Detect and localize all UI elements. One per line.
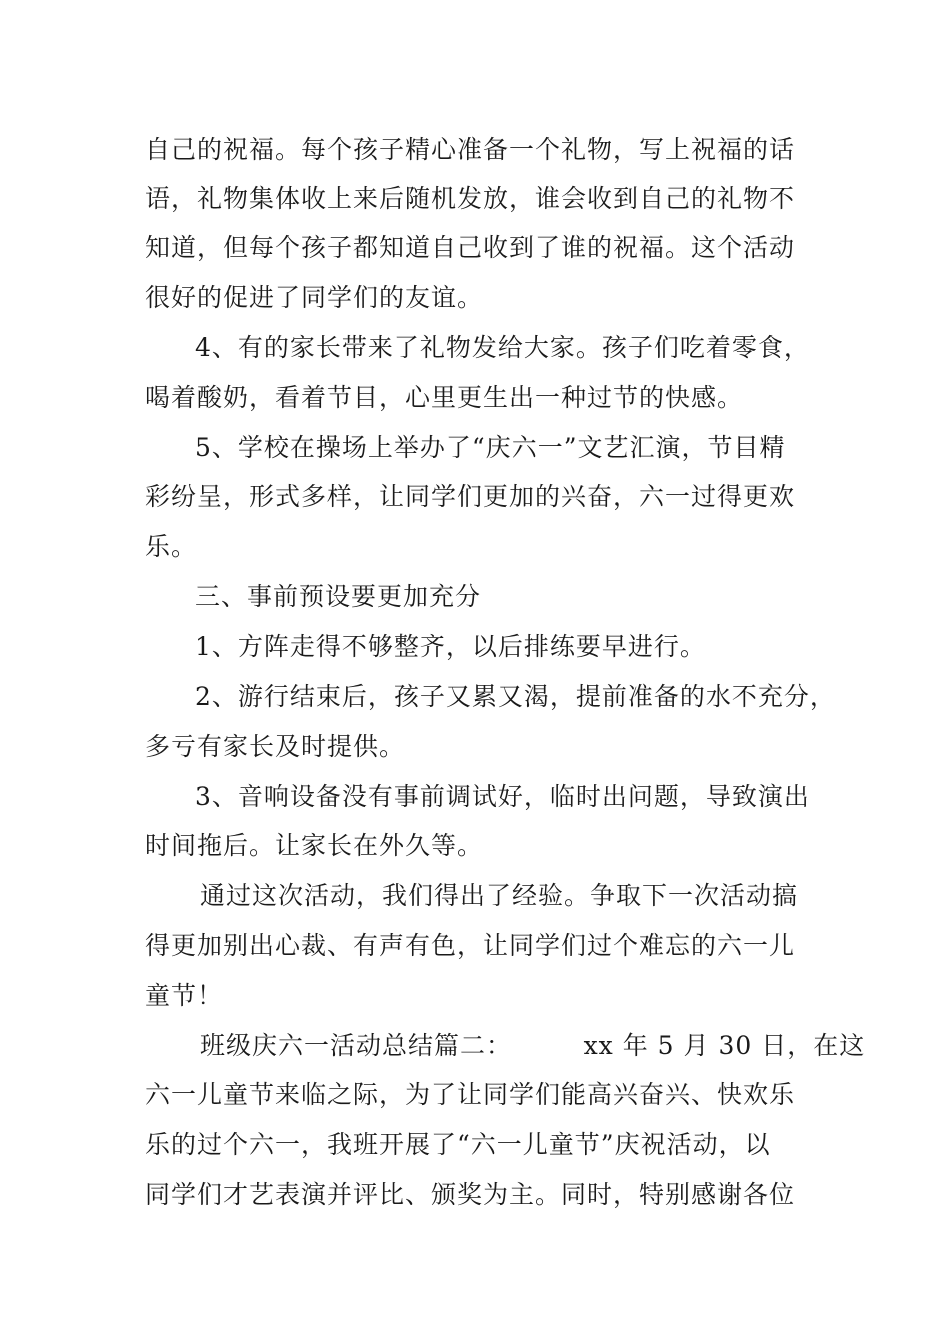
paragraph-line: 语，礼物集体收上来后随机发放，谁会收到自己的礼物不: [145, 184, 796, 213]
paragraph-line: 知道，但每个孩子都知道自己收到了谁的祝福。这个活动: [145, 233, 796, 262]
paragraph-line: 自己的祝福。每个孩子精心准备一个礼物，写上祝福的话: [145, 135, 796, 164]
paragraph-line: 乐。: [145, 532, 198, 561]
paragraph-line: 喝着酸奶，看着节目，心里更生出一种过节的快感。: [145, 383, 744, 412]
article-two-heading: 班级庆六一活动总结篇二： xx 年 5 月 30 日，在这: [200, 1031, 866, 1060]
summary-paragraph: 通过这次活动，我们得出了经验。争取下一次活动搞: [200, 881, 799, 910]
list-item-1: 1、方阵走得不够整齐，以后排练要早进行。: [195, 632, 706, 661]
list-item-3: 3、音响设备没有事前调试好，临时出问题，导致演出: [195, 782, 810, 811]
list-item-5: 5、学校在操场上举办了“庆六一”文艺汇演，节目精: [195, 433, 786, 462]
paragraph-line: 童节！: [145, 981, 224, 1010]
paragraph-line: 得更加别出心裁、有声有色，让同学们过个难忘的六一儿: [145, 931, 796, 960]
list-item-2: 2、游行结束后，孩子又累又渴，提前准备的水不充分，: [195, 682, 836, 711]
paragraph-line: 六一儿童节来临之际，为了让同学们能高兴奋兴、快欢乐: [145, 1080, 796, 1109]
paragraph-line: 很好的促进了同学们的友谊。: [145, 283, 484, 312]
paragraph-line: 同学们才艺表演并评比、颁奖为主。同时，特别感谢各位: [145, 1180, 796, 1209]
paragraph-line: 多亏有家长及时提供。: [145, 732, 406, 761]
section-heading: 三、事前预设要更加充分: [195, 582, 482, 611]
paragraph-line: 时间拖后。让家长在外久等。: [145, 831, 484, 860]
paragraph-line: 彩纷呈，形式多样，让同学们更加的兴奋，六一过得更欢: [145, 482, 796, 511]
list-item-4: 4、有的家长带来了礼物发给大家。孩子们吃着零食，: [195, 333, 810, 362]
paragraph-line: 乐的过个六一，我班开展了“六一儿童节”庆祝活动，以: [145, 1130, 771, 1159]
